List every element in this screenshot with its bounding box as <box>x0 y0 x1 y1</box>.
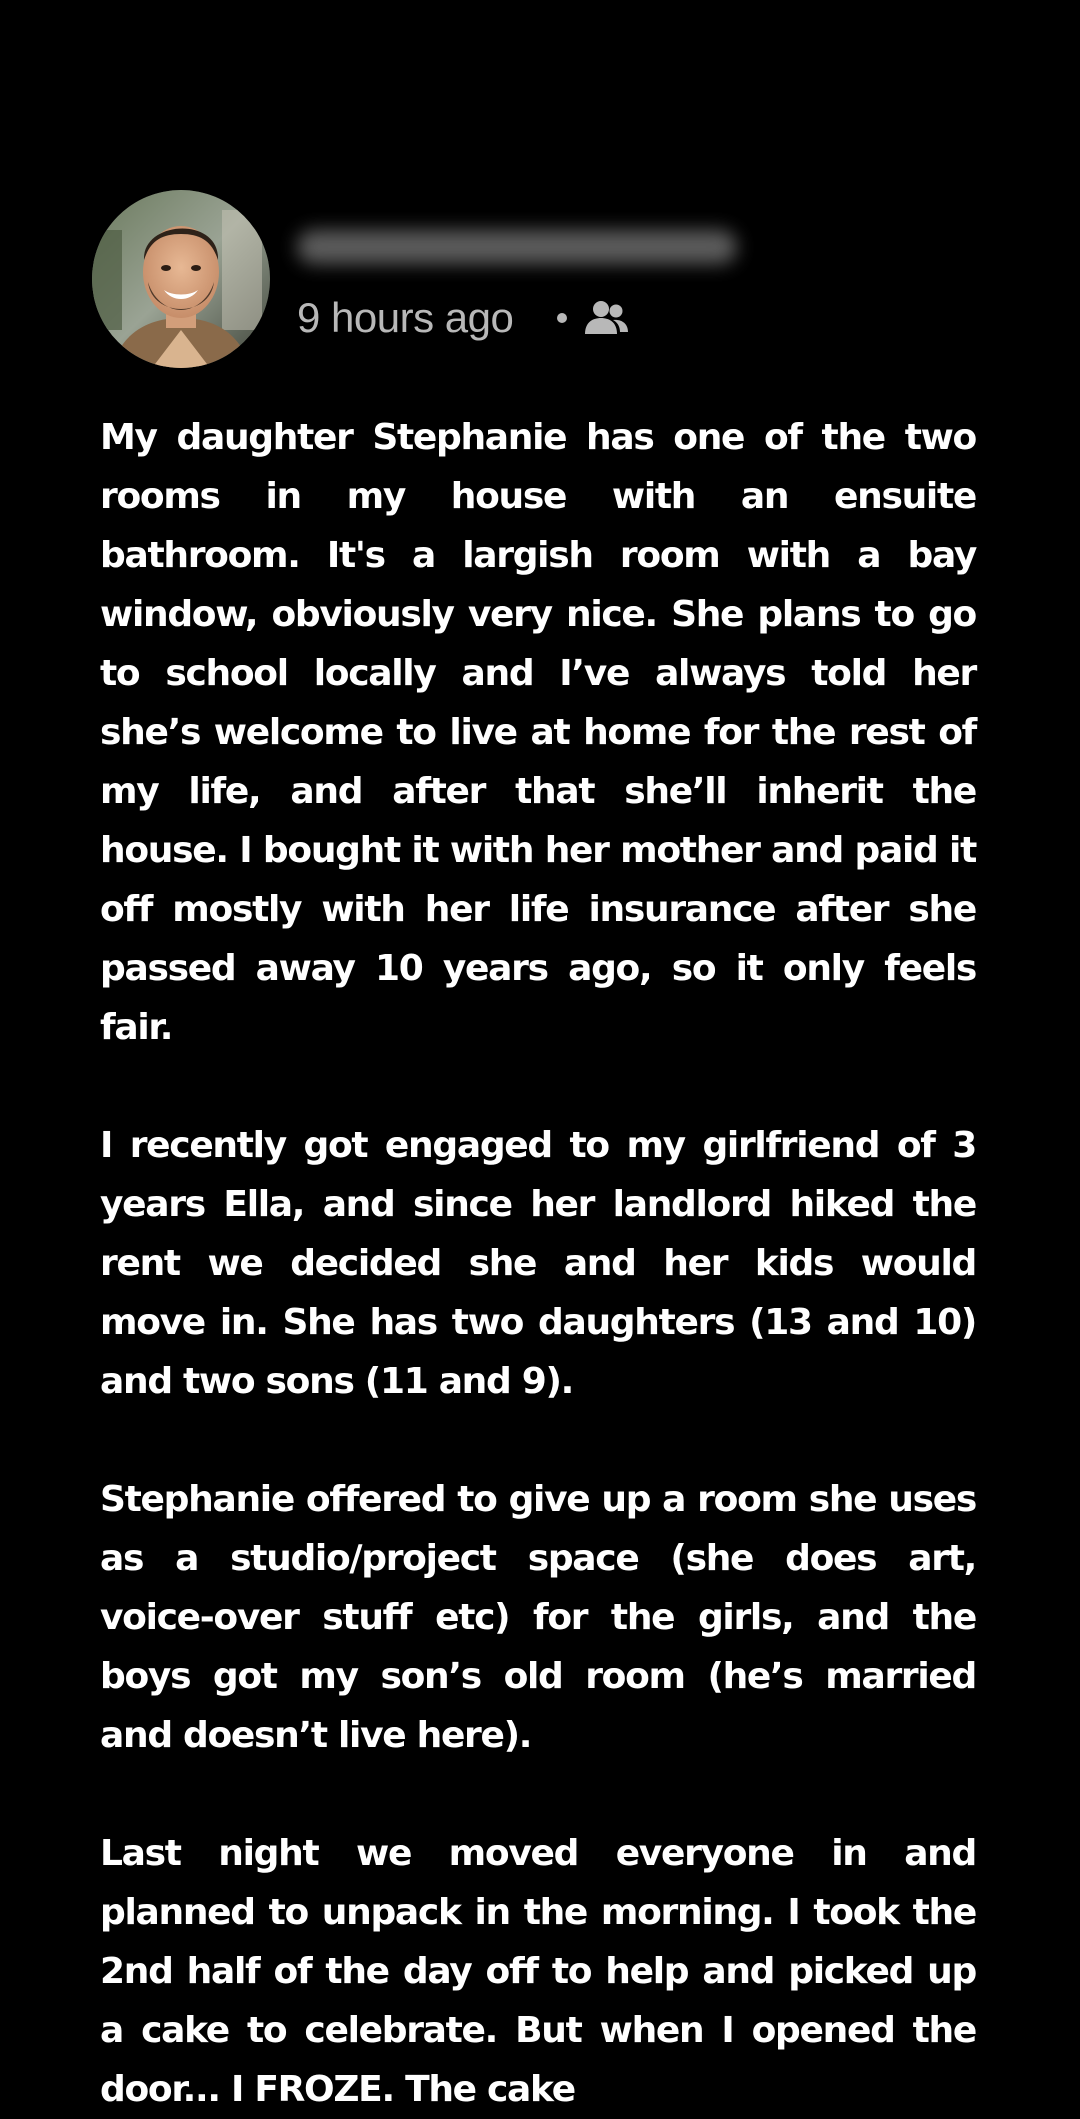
separator-dot <box>557 313 567 323</box>
post-paragraph: I recently got engaged to my girlfriend of 3 years Ella, and since her landlord hiked the rent we decided she and her kids would move in. She has two daughters (13 and 10) and two sons (11 and 9). <box>100 1125 976 1402</box>
post-timestamp[interactable]: 9 hours ago <box>297 294 514 341</box>
author-name[interactable] <box>297 230 737 264</box>
post-meta <box>297 290 629 346</box>
post-body <box>100 408 976 2119</box>
post-paragraph: Stephanie offered to give up a room she uses as a studio/project space (she does art, voice-over stuff etc) for the girls, and the boys got my son’s old room (he’s married and doesn’t live here). <box>100 1479 976 1756</box>
friends-icon[interactable] <box>583 298 629 338</box>
author-avatar[interactable] <box>92 190 270 368</box>
post-header <box>92 190 992 370</box>
avatar-photo <box>92 190 270 368</box>
post-paragraph: Last night we moved everyone in and planned to unpack in the morning. I took the 2nd half of the day off to help and picked up a cake to celebrate. But when I opened the door... I FROZE. The cake <box>100 1833 976 2110</box>
post-paragraph: My daughter Stephanie has one of the two rooms in my house with an ensuite bathroom. It's a largish room with a bay window, obviously very nice. She plans to go to school locally and I’ve always told her she’s welcome to live at home for the rest of my life, and after that she’ll inherit the house. I bought it with her mother and paid it off mostly with her life insurance after she passed away 10 years ago, so it only feels fair. <box>100 417 976 1048</box>
